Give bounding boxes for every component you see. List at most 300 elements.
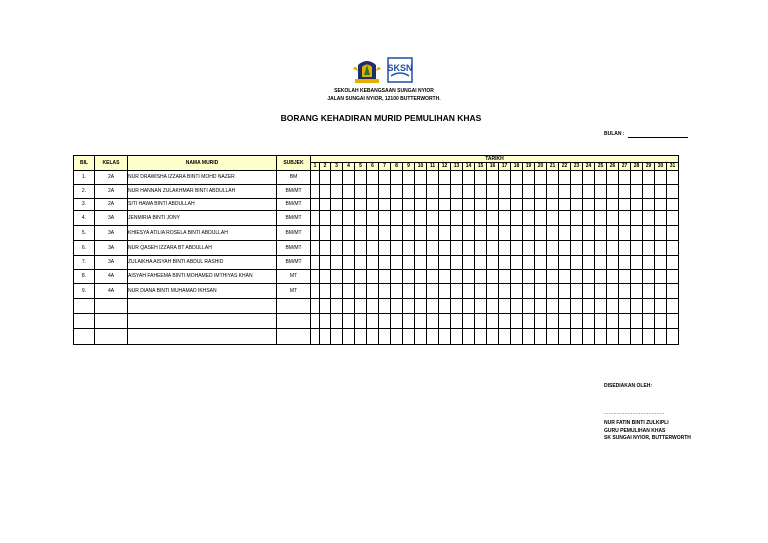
- attendance-cell[interactable]: [619, 256, 631, 270]
- attendance-cell[interactable]: [367, 314, 379, 329]
- attendance-cell[interactable]: [547, 199, 559, 211]
- attendance-cell[interactable]: [487, 299, 499, 314]
- attendance-cell[interactable]: [511, 314, 523, 329]
- attendance-cell[interactable]: [475, 226, 487, 241]
- attendance-cell[interactable]: [499, 329, 511, 345]
- attendance-cell[interactable]: [667, 185, 679, 199]
- attendance-cell[interactable]: [643, 226, 655, 241]
- attendance-cell[interactable]: [667, 171, 679, 185]
- attendance-cell[interactable]: [355, 185, 367, 199]
- attendance-cell[interactable]: [367, 256, 379, 270]
- attendance-cell[interactable]: [595, 329, 607, 345]
- attendance-cell[interactable]: [607, 171, 619, 185]
- attendance-cell[interactable]: [643, 270, 655, 284]
- attendance-cell[interactable]: [391, 329, 403, 345]
- attendance-cell[interactable]: [499, 199, 511, 211]
- attendance-cell[interactable]: [475, 299, 487, 314]
- attendance-cell[interactable]: [379, 284, 391, 299]
- attendance-cell[interactable]: [379, 314, 391, 329]
- attendance-cell[interactable]: [547, 256, 559, 270]
- attendance-cell[interactable]: [619, 314, 631, 329]
- attendance-cell[interactable]: [607, 226, 619, 241]
- attendance-cell[interactable]: [331, 270, 343, 284]
- attendance-cell[interactable]: [439, 284, 451, 299]
- attendance-cell[interactable]: [355, 171, 367, 185]
- attendance-cell[interactable]: [475, 314, 487, 329]
- attendance-cell[interactable]: [427, 256, 439, 270]
- attendance-cell[interactable]: [643, 199, 655, 211]
- attendance-cell[interactable]: [415, 241, 427, 256]
- attendance-cell[interactable]: [523, 211, 535, 226]
- attendance-cell[interactable]: [463, 211, 475, 226]
- attendance-cell[interactable]: [547, 185, 559, 199]
- attendance-cell[interactable]: [311, 256, 320, 270]
- attendance-cell[interactable]: [415, 256, 427, 270]
- attendance-cell[interactable]: [427, 299, 439, 314]
- attendance-cell[interactable]: [427, 329, 439, 345]
- attendance-cell[interactable]: [595, 185, 607, 199]
- attendance-cell[interactable]: [619, 270, 631, 284]
- attendance-cell[interactable]: [415, 199, 427, 211]
- attendance-cell[interactable]: [595, 241, 607, 256]
- attendance-cell[interactable]: [607, 211, 619, 226]
- attendance-cell[interactable]: [331, 171, 343, 185]
- attendance-cell[interactable]: [463, 241, 475, 256]
- attendance-cell[interactable]: [311, 329, 320, 345]
- attendance-cell[interactable]: [571, 185, 583, 199]
- attendance-cell[interactable]: [391, 314, 403, 329]
- attendance-cell[interactable]: [499, 171, 511, 185]
- attendance-cell[interactable]: [619, 185, 631, 199]
- attendance-cell[interactable]: [511, 211, 523, 226]
- attendance-cell[interactable]: [463, 226, 475, 241]
- attendance-cell[interactable]: [607, 256, 619, 270]
- attendance-cell[interactable]: [427, 314, 439, 329]
- attendance-cell[interactable]: [367, 329, 379, 345]
- attendance-cell[interactable]: [595, 171, 607, 185]
- attendance-cell[interactable]: [487, 211, 499, 226]
- attendance-cell[interactable]: [475, 241, 487, 256]
- attendance-cell[interactable]: [595, 226, 607, 241]
- attendance-cell[interactable]: [631, 314, 643, 329]
- attendance-cell[interactable]: [511, 185, 523, 199]
- attendance-cell[interactable]: [667, 199, 679, 211]
- attendance-cell[interactable]: [487, 270, 499, 284]
- attendance-cell[interactable]: [311, 314, 320, 329]
- attendance-cell[interactable]: [391, 226, 403, 241]
- attendance-cell[interactable]: [631, 226, 643, 241]
- attendance-cell[interactable]: [547, 241, 559, 256]
- attendance-cell[interactable]: [367, 284, 379, 299]
- attendance-cell[interactable]: [475, 270, 487, 284]
- attendance-cell[interactable]: [571, 284, 583, 299]
- attendance-cell[interactable]: [667, 284, 679, 299]
- attendance-cell[interactable]: [391, 241, 403, 256]
- attendance-cell[interactable]: [427, 171, 439, 185]
- attendance-cell[interactable]: [475, 171, 487, 185]
- attendance-cell[interactable]: [571, 211, 583, 226]
- attendance-cell[interactable]: [439, 211, 451, 226]
- attendance-cell[interactable]: [451, 284, 463, 299]
- attendance-cell[interactable]: [583, 171, 595, 185]
- attendance-cell[interactable]: [523, 199, 535, 211]
- attendance-cell[interactable]: [571, 226, 583, 241]
- attendance-cell[interactable]: [655, 199, 667, 211]
- attendance-cell[interactable]: [667, 299, 679, 314]
- attendance-cell[interactable]: [391, 299, 403, 314]
- attendance-cell[interactable]: [311, 185, 320, 199]
- attendance-cell[interactable]: [559, 284, 571, 299]
- attendance-cell[interactable]: [631, 185, 643, 199]
- attendance-cell[interactable]: [427, 199, 439, 211]
- attendance-cell[interactable]: [619, 199, 631, 211]
- attendance-cell[interactable]: [535, 226, 547, 241]
- attendance-cell[interactable]: [583, 299, 595, 314]
- bulan-input-line[interactable]: [628, 137, 688, 138]
- attendance-cell[interactable]: [547, 314, 559, 329]
- attendance-cell[interactable]: [643, 284, 655, 299]
- attendance-cell[interactable]: [619, 329, 631, 345]
- attendance-cell[interactable]: [451, 314, 463, 329]
- attendance-cell[interactable]: [311, 284, 320, 299]
- attendance-cell[interactable]: [655, 329, 667, 345]
- attendance-cell[interactable]: [463, 314, 475, 329]
- attendance-cell[interactable]: [379, 199, 391, 211]
- attendance-cell[interactable]: [487, 226, 499, 241]
- attendance-cell[interactable]: [667, 314, 679, 329]
- attendance-cell[interactable]: [367, 270, 379, 284]
- attendance-cell[interactable]: [343, 211, 355, 226]
- attendance-cell[interactable]: [311, 241, 320, 256]
- attendance-cell[interactable]: [427, 284, 439, 299]
- attendance-cell[interactable]: [311, 211, 320, 226]
- attendance-cell[interactable]: [535, 199, 547, 211]
- attendance-cell[interactable]: [499, 284, 511, 299]
- attendance-cell[interactable]: [667, 270, 679, 284]
- attendance-cell[interactable]: [451, 270, 463, 284]
- attendance-cell[interactable]: [415, 299, 427, 314]
- attendance-cell[interactable]: [595, 270, 607, 284]
- attendance-cell[interactable]: [583, 226, 595, 241]
- attendance-cell[interactable]: [451, 329, 463, 345]
- attendance-cell[interactable]: [643, 171, 655, 185]
- attendance-cell[interactable]: [607, 185, 619, 199]
- attendance-cell[interactable]: [631, 199, 643, 211]
- attendance-cell[interactable]: [331, 199, 343, 211]
- attendance-cell[interactable]: [523, 256, 535, 270]
- attendance-cell[interactable]: [535, 299, 547, 314]
- attendance-cell[interactable]: [595, 211, 607, 226]
- attendance-cell[interactable]: [331, 211, 343, 226]
- attendance-cell[interactable]: [607, 314, 619, 329]
- attendance-cell[interactable]: [415, 270, 427, 284]
- attendance-cell[interactable]: [403, 171, 415, 185]
- attendance-cell[interactable]: [331, 226, 343, 241]
- attendance-cell[interactable]: [559, 329, 571, 345]
- attendance-cell[interactable]: [607, 270, 619, 284]
- attendance-cell[interactable]: [547, 329, 559, 345]
- attendance-cell[interactable]: [607, 284, 619, 299]
- attendance-cell[interactable]: [463, 299, 475, 314]
- attendance-cell[interactable]: [439, 314, 451, 329]
- attendance-cell[interactable]: [343, 256, 355, 270]
- attendance-cell[interactable]: [451, 299, 463, 314]
- attendance-cell[interactable]: [571, 270, 583, 284]
- attendance-cell[interactable]: [367, 171, 379, 185]
- attendance-cell[interactable]: [523, 314, 535, 329]
- attendance-cell[interactable]: [571, 171, 583, 185]
- attendance-cell[interactable]: [523, 329, 535, 345]
- attendance-cell[interactable]: [559, 185, 571, 199]
- attendance-cell[interactable]: [379, 299, 391, 314]
- attendance-cell[interactable]: [535, 284, 547, 299]
- attendance-cell[interactable]: [320, 329, 331, 345]
- attendance-cell[interactable]: [463, 270, 475, 284]
- attendance-cell[interactable]: [583, 185, 595, 199]
- attendance-cell[interactable]: [331, 299, 343, 314]
- attendance-cell[interactable]: [343, 284, 355, 299]
- attendance-cell[interactable]: [391, 211, 403, 226]
- attendance-cell[interactable]: [631, 299, 643, 314]
- attendance-cell[interactable]: [547, 299, 559, 314]
- attendance-cell[interactable]: [511, 299, 523, 314]
- attendance-cell[interactable]: [403, 284, 415, 299]
- attendance-cell[interactable]: [511, 270, 523, 284]
- attendance-cell[interactable]: [367, 199, 379, 211]
- attendance-cell[interactable]: [463, 284, 475, 299]
- attendance-cell[interactable]: [463, 256, 475, 270]
- attendance-cell[interactable]: [439, 226, 451, 241]
- attendance-cell[interactable]: [499, 226, 511, 241]
- attendance-cell[interactable]: [415, 171, 427, 185]
- attendance-cell[interactable]: [451, 226, 463, 241]
- attendance-cell[interactable]: [343, 185, 355, 199]
- attendance-cell[interactable]: [583, 314, 595, 329]
- attendance-cell[interactable]: [655, 314, 667, 329]
- attendance-cell[interactable]: [655, 185, 667, 199]
- attendance-cell[interactable]: [451, 171, 463, 185]
- attendance-cell[interactable]: [631, 270, 643, 284]
- attendance-cell[interactable]: [343, 314, 355, 329]
- attendance-cell[interactable]: [667, 241, 679, 256]
- attendance-cell[interactable]: [619, 284, 631, 299]
- attendance-cell[interactable]: [355, 226, 367, 241]
- attendance-cell[interactable]: [475, 211, 487, 226]
- attendance-cell[interactable]: [439, 299, 451, 314]
- attendance-cell[interactable]: [595, 314, 607, 329]
- attendance-cell[interactable]: [403, 199, 415, 211]
- attendance-cell[interactable]: [451, 241, 463, 256]
- attendance-cell[interactable]: [499, 241, 511, 256]
- attendance-cell[interactable]: [655, 270, 667, 284]
- attendance-cell[interactable]: [355, 270, 367, 284]
- attendance-cell[interactable]: [320, 299, 331, 314]
- attendance-cell[interactable]: [355, 284, 367, 299]
- attendance-cell[interactable]: [427, 226, 439, 241]
- attendance-cell[interactable]: [667, 256, 679, 270]
- attendance-cell[interactable]: [379, 226, 391, 241]
- attendance-cell[interactable]: [403, 226, 415, 241]
- attendance-cell[interactable]: [547, 270, 559, 284]
- attendance-cell[interactable]: [499, 314, 511, 329]
- attendance-cell[interactable]: [619, 241, 631, 256]
- attendance-cell[interactable]: [403, 211, 415, 226]
- attendance-cell[interactable]: [523, 241, 535, 256]
- attendance-cell[interactable]: [655, 256, 667, 270]
- attendance-cell[interactable]: [311, 299, 320, 314]
- attendance-cell[interactable]: [595, 199, 607, 211]
- attendance-cell[interactable]: [667, 211, 679, 226]
- attendance-cell[interactable]: [535, 211, 547, 226]
- attendance-cell[interactable]: [631, 211, 643, 226]
- attendance-cell[interactable]: [451, 211, 463, 226]
- attendance-cell[interactable]: [331, 329, 343, 345]
- attendance-cell[interactable]: [311, 270, 320, 284]
- attendance-cell[interactable]: [499, 185, 511, 199]
- attendance-cell[interactable]: [511, 226, 523, 241]
- attendance-cell[interactable]: [619, 171, 631, 185]
- attendance-cell[interactable]: [415, 185, 427, 199]
- attendance-cell[interactable]: [331, 314, 343, 329]
- attendance-cell[interactable]: [595, 299, 607, 314]
- attendance-cell[interactable]: [487, 199, 499, 211]
- attendance-cell[interactable]: [320, 314, 331, 329]
- attendance-cell[interactable]: [439, 270, 451, 284]
- attendance-cell[interactable]: [439, 329, 451, 345]
- attendance-cell[interactable]: [499, 270, 511, 284]
- attendance-cell[interactable]: [427, 211, 439, 226]
- attendance-cell[interactable]: [655, 284, 667, 299]
- attendance-cell[interactable]: [607, 299, 619, 314]
- attendance-cell[interactable]: [355, 299, 367, 314]
- attendance-cell[interactable]: [439, 171, 451, 185]
- attendance-cell[interactable]: [331, 185, 343, 199]
- attendance-cell[interactable]: [355, 199, 367, 211]
- attendance-cell[interactable]: [547, 171, 559, 185]
- attendance-cell[interactable]: [667, 329, 679, 345]
- attendance-cell[interactable]: [571, 199, 583, 211]
- attendance-cell[interactable]: [475, 284, 487, 299]
- attendance-cell[interactable]: [475, 329, 487, 345]
- attendance-cell[interactable]: [583, 270, 595, 284]
- attendance-cell[interactable]: [499, 299, 511, 314]
- attendance-cell[interactable]: [331, 284, 343, 299]
- attendance-cell[interactable]: [559, 241, 571, 256]
- attendance-cell[interactable]: [391, 185, 403, 199]
- attendance-cell[interactable]: [391, 171, 403, 185]
- attendance-cell[interactable]: [667, 226, 679, 241]
- attendance-cell[interactable]: [595, 256, 607, 270]
- attendance-cell[interactable]: [487, 171, 499, 185]
- attendance-cell[interactable]: [535, 241, 547, 256]
- attendance-cell[interactable]: [343, 226, 355, 241]
- attendance-cell[interactable]: [523, 270, 535, 284]
- attendance-cell[interactable]: [523, 299, 535, 314]
- attendance-cell[interactable]: [427, 270, 439, 284]
- attendance-cell[interactable]: [559, 270, 571, 284]
- attendance-cell[interactable]: [331, 241, 343, 256]
- attendance-cell[interactable]: [607, 199, 619, 211]
- attendance-cell[interactable]: [475, 185, 487, 199]
- attendance-cell[interactable]: [643, 185, 655, 199]
- attendance-cell[interactable]: [391, 270, 403, 284]
- attendance-cell[interactable]: [547, 211, 559, 226]
- attendance-cell[interactable]: [607, 329, 619, 345]
- attendance-cell[interactable]: [583, 284, 595, 299]
- attendance-cell[interactable]: [487, 284, 499, 299]
- attendance-cell[interactable]: [427, 185, 439, 199]
- attendance-cell[interactable]: [571, 241, 583, 256]
- attendance-cell[interactable]: [643, 299, 655, 314]
- attendance-cell[interactable]: [463, 329, 475, 345]
- attendance-cell[interactable]: [439, 185, 451, 199]
- attendance-cell[interactable]: [367, 299, 379, 314]
- attendance-cell[interactable]: [499, 211, 511, 226]
- attendance-cell[interactable]: [547, 284, 559, 299]
- attendance-cell[interactable]: [487, 314, 499, 329]
- attendance-cell[interactable]: [523, 171, 535, 185]
- attendance-cell[interactable]: [403, 329, 415, 345]
- attendance-cell[interactable]: [499, 256, 511, 270]
- attendance-cell[interactable]: [403, 256, 415, 270]
- attendance-cell[interactable]: [415, 211, 427, 226]
- attendance-cell[interactable]: [631, 171, 643, 185]
- attendance-cell[interactable]: [415, 284, 427, 299]
- attendance-cell[interactable]: [631, 256, 643, 270]
- attendance-cell[interactable]: [403, 299, 415, 314]
- attendance-cell[interactable]: [535, 270, 547, 284]
- attendance-cell[interactable]: [367, 241, 379, 256]
- attendance-cell[interactable]: [571, 299, 583, 314]
- attendance-cell[interactable]: [391, 284, 403, 299]
- attendance-cell[interactable]: [655, 171, 667, 185]
- attendance-cell[interactable]: [355, 241, 367, 256]
- attendance-cell[interactable]: [439, 241, 451, 256]
- attendance-cell[interactable]: [343, 171, 355, 185]
- attendance-cell[interactable]: [643, 211, 655, 226]
- attendance-cell[interactable]: [583, 211, 595, 226]
- attendance-cell[interactable]: [320, 199, 331, 211]
- attendance-cell[interactable]: [535, 256, 547, 270]
- attendance-cell[interactable]: [655, 211, 667, 226]
- attendance-cell[interactable]: [559, 199, 571, 211]
- attendance-cell[interactable]: [619, 211, 631, 226]
- attendance-cell[interactable]: [343, 241, 355, 256]
- attendance-cell[interactable]: [379, 211, 391, 226]
- attendance-cell[interactable]: [571, 256, 583, 270]
- attendance-cell[interactable]: [487, 241, 499, 256]
- attendance-cell[interactable]: [643, 329, 655, 345]
- attendance-cell[interactable]: [511, 241, 523, 256]
- attendance-cell[interactable]: [523, 185, 535, 199]
- attendance-cell[interactable]: [320, 284, 331, 299]
- attendance-cell[interactable]: [619, 299, 631, 314]
- attendance-cell[interactable]: [559, 314, 571, 329]
- attendance-cell[interactable]: [643, 256, 655, 270]
- attendance-cell[interactable]: [559, 211, 571, 226]
- attendance-cell[interactable]: [343, 329, 355, 345]
- attendance-cell[interactable]: [631, 241, 643, 256]
- attendance-cell[interactable]: [320, 185, 331, 199]
- attendance-cell[interactable]: [631, 284, 643, 299]
- attendance-cell[interactable]: [367, 185, 379, 199]
- attendance-cell[interactable]: [619, 226, 631, 241]
- attendance-cell[interactable]: [571, 329, 583, 345]
- attendance-cell[interactable]: [403, 241, 415, 256]
- attendance-cell[interactable]: [451, 185, 463, 199]
- attendance-cell[interactable]: [583, 241, 595, 256]
- attendance-cell[interactable]: [320, 171, 331, 185]
